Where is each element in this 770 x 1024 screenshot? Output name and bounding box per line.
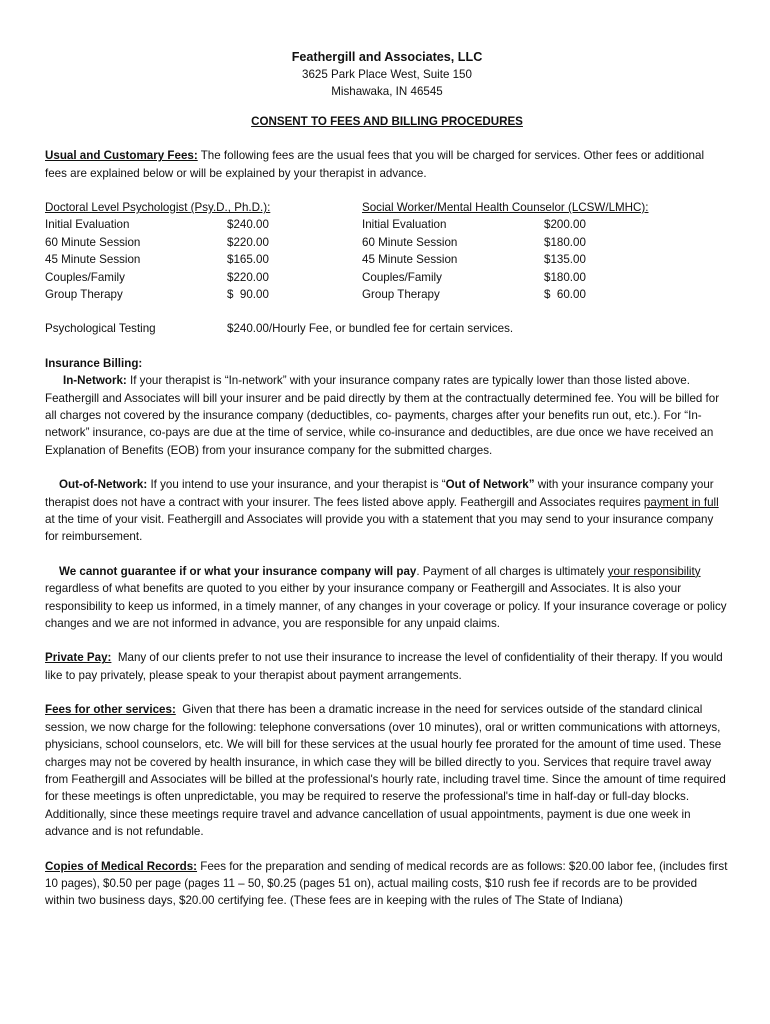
fee-row — [45, 286, 362, 303]
testing-price: $240.00/Hourly Fee, or bundled fee for certain services. — [227, 322, 514, 336]
payment-in-full: payment in full — [643, 495, 719, 509]
guarantee-text-2: regardless of what benefits are quoted to you either by your insurance company or Feathergill and Associates. It is also your responsibility to keep us informed, in a timely manner, of any changes in your coverage or policy. If your insurance coverage or policy changes and we are not informed in advance, you are responsible for any unpaid claims. — [45, 582, 727, 631]
fee-price: $240.00 — [227, 218, 269, 232]
letterhead — [45, 48, 729, 101]
usual-fees-paragraph — [45, 147, 729, 182]
insurance-billing-heading: Insurance Billing: — [45, 356, 143, 370]
fee-price: $165.00 — [227, 253, 269, 267]
medical-records-paragraph — [45, 858, 729, 910]
out-of-network-text-3: at the time of your visit. Feathergill and Associates will provide you with a statement that you may send to your insurance company for reimbursement. — [45, 513, 714, 544]
fee-name: Couples/Family — [362, 270, 442, 284]
out-of-network-text-2: with your insurance company your therapist does not have a contract with your insurer. The fees listed above apply. Feathergill and Associates requires — [45, 478, 714, 509]
firm-name: Feathergill and Associates, LLC — [291, 50, 483, 64]
fee-row — [45, 216, 362, 233]
medical-records-text: Fees for the preparation and sending of medical records are as follows: $20.00 labor fee, (includes first 10 pages), $0.50 per page (pages 11 – 50, $0.25 (pages 51 on), actual mailing costs, $10 rush fee if records are to be provided within two business days, $20.00 certifying fee. (These fees are in keeping with the rules of The State of Indiana) — [45, 859, 728, 908]
fee-name: Couples/Family — [45, 270, 125, 284]
document-title: CONSENT TO FEES AND BILLING PROCEDURES — [251, 114, 523, 128]
fee-row — [362, 286, 729, 303]
fee-name: 60 Minute Session — [45, 235, 141, 249]
document-page — [45, 48, 729, 910]
private-pay-paragraph — [45, 649, 729, 684]
address-line-1: 3625 Park Place West, Suite 150 — [302, 68, 472, 81]
counselor-fees — [362, 199, 729, 303]
fee-name: 45 Minute Session — [45, 253, 141, 267]
private-pay-text: Many of our clients prefer to not use their insurance to increase the level of confidentiality of their therapy. If you would like to pay privately, please speak to your therapist about payment arrangements. — [45, 651, 726, 682]
fee-price: $135.00 — [544, 253, 586, 267]
in-network-paragraph — [45, 372, 729, 459]
fee-row — [362, 216, 729, 233]
guarantee-text-1: . Payment of all charges is ultimately — [416, 564, 608, 578]
fee-price: $220.00 — [227, 270, 269, 284]
fee-row — [362, 234, 729, 251]
psychologist-fees — [45, 199, 362, 303]
in-network-label: In-Network: — [63, 374, 127, 388]
fee-schedule — [45, 199, 729, 303]
fee-name: 45 Minute Session — [362, 253, 458, 267]
private-pay-heading: Private Pay: — [45, 651, 112, 665]
guarantee-paragraph — [45, 563, 729, 633]
fee-price: $220.00 — [227, 235, 269, 249]
fee-name: 60 Minute Session — [362, 235, 458, 249]
guarantee-bold: We cannot guarantee if or what your insurance company will pay — [59, 564, 417, 578]
out-of-network-paragraph — [45, 476, 729, 546]
fee-row — [45, 269, 362, 286]
out-of-network-label: Out-of-Network: — [59, 478, 148, 492]
fee-row — [362, 269, 729, 286]
testing-name: Psychological Testing — [45, 322, 156, 336]
other-fees-paragraph — [45, 701, 729, 840]
out-of-network-text-1: If you intend to use your insurance, and your therapist is “ — [147, 478, 446, 492]
usual-fees-heading: Usual and Customary Fees: — [45, 149, 198, 163]
other-fees-text: Given that there has been a dramatic increase in the need for services outside of the standard clinical session, we now charge for the following: telephone conversations (over 10 minutes), oral or written communications with attorneys, physicians, school counselors, etc. We will bill for these services at the usual hourly fee prorated for the amount of time used. These charges may not be covered by health insurance, in which case they will be billed directly to you. Services that require travel away from Feathergill and Associates will be billed at the professional's hourly rate, including travel time. Since the amount of time required for these meetings is often unpredictable, you may be required to reserve the professional's time in half-day or full-day blocks. Additionally, since these meetings require travel and advance cancellation of usual appointments, payment is due one week in advance and is not refundable. — [45, 703, 730, 839]
fee-price: $ 60.00 — [544, 287, 586, 301]
fee-name: Initial Evaluation — [45, 218, 130, 232]
fee-name: Initial Evaluation — [362, 218, 447, 232]
address-line-2: Mishawaka, IN 46545 — [331, 85, 443, 99]
other-fees-heading: Fees for other services: — [45, 703, 176, 717]
fee-row — [45, 251, 362, 268]
medical-records-heading: Copies of Medical Records: — [45, 859, 198, 873]
fee-name: Group Therapy — [362, 287, 440, 301]
fee-row — [362, 251, 729, 268]
counselor-fees-heading: Social Worker/Mental Health Counselor (LCSW/LMHC): — [362, 201, 649, 215]
psychological-testing-row — [45, 320, 729, 337]
fee-name: Group Therapy — [45, 287, 123, 301]
your-responsibility: your responsibility — [607, 564, 701, 578]
fee-price: $200.00 — [544, 218, 586, 232]
fee-row — [45, 234, 362, 251]
out-of-network-bold: Out of Network” — [445, 478, 535, 492]
in-network-text: If your therapist is “In-network” with your insurance company rates are typically lower than those listed above. Feathergill and Associates will bill your insurer and be paid directly by them at the contractually determined fee. You will be billed for all charges not covered by the insurance company (deductibles, co- payments, charges after your benefits run out, etc.). For “In-network” insurance, co-pays are due at the time of service, while co-insurance and deductibles, are due once we have received an Explanation of Benefits (EOB) from your insurance company for the submitted charges. — [45, 374, 720, 457]
fee-price: $180.00 — [544, 235, 586, 249]
usual-fees-text: The following fees are the usual fees that you will be charged for services. Other fees or additional fees are explained below or will be explained by your therapist in advance. — [45, 149, 705, 180]
insurance-billing-section — [45, 355, 729, 459]
psychologist-fees-heading: Doctoral Level Psychologist (Psy.D., Ph.D.): — [45, 201, 271, 215]
fee-price: $180.00 — [544, 270, 586, 284]
fee-price: $ 90.00 — [227, 287, 269, 301]
